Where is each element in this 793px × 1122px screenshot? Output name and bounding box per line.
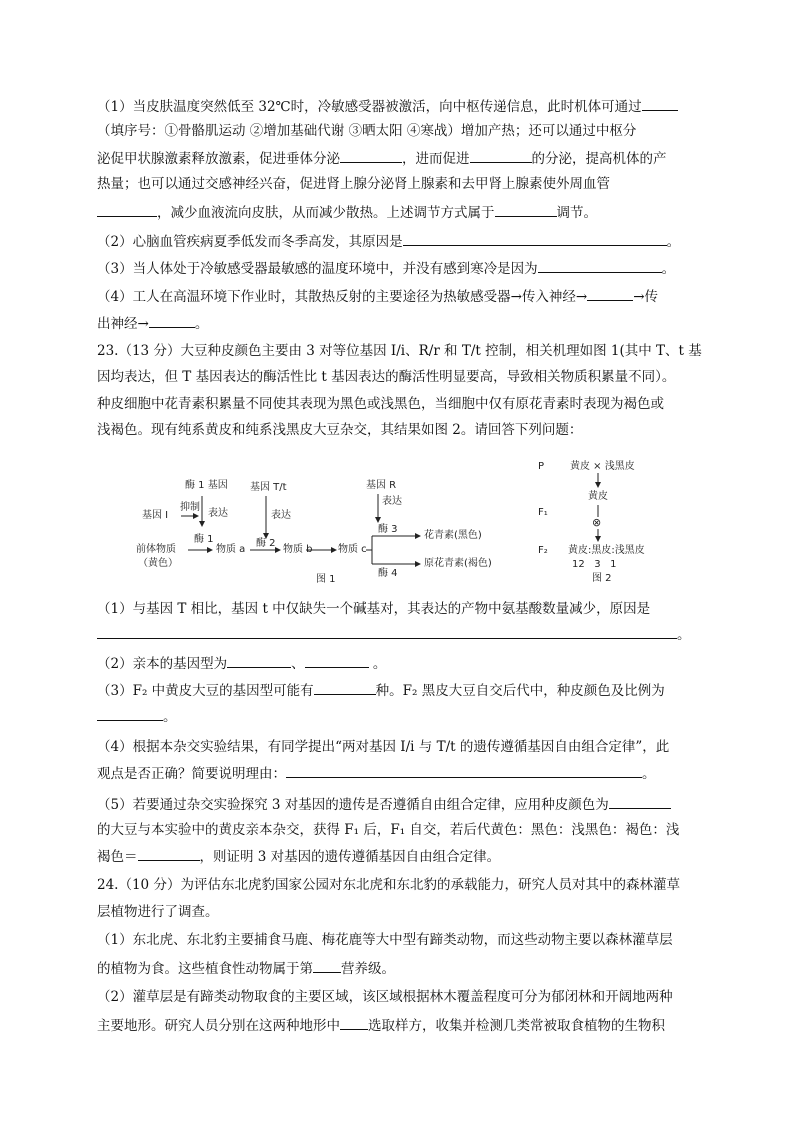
answer-blank[interactable] (587, 286, 633, 301)
q23-sub1-answer: 。 (97, 624, 691, 645)
label-substance-b: 物质 b (283, 544, 313, 555)
q24-sub2-line2: 主要地形。研究人员分别在这两种地形中 选取样方，收集并检测几类常被取食植物的生物积 (97, 1015, 665, 1036)
label-substance-c: 物质 c (338, 544, 367, 555)
label-express: 表达 (271, 510, 291, 521)
figure-1-caption: 图 1 (316, 574, 336, 585)
q23-sub3: （3）F₂ 中黄皮大豆的基因型可能有 种。F₂ 黑皮大豆自交后代中，种皮颜色及比例为 (97, 680, 665, 701)
answer-blank[interactable] (305, 653, 369, 668)
label-f1-generation: F₁ (538, 507, 548, 518)
answer-blank[interactable] (227, 653, 291, 668)
q24-sub1-line2: 的植物为食。这些植食性动物属于第 营养级。 (97, 958, 395, 979)
q22-part4-cont: 出神经→ 。 (97, 313, 208, 334)
q23-intro-line1: 23.（13 分）大豆种皮颜色主要由 3 对等位基因 I/i、R/r 和 T/t 控制，相关机理如图 1(其中 T、t 基 (97, 343, 702, 359)
q23-sub2: （2）亲本的基因型为 、 。 (97, 653, 386, 674)
q22-line1: （1）当皮肤温度突然低至 32℃时，冷敏感受器被激活，向中枢传递信息，此时机体可通过 (97, 96, 678, 117)
figure-1-pathway (136, 478, 520, 586)
label-gene-t: 基因 T/t (250, 482, 287, 493)
q22-part3: （3）当人体处于冷敏感受器最敏感的温度环境中，并没有感到寒冷是因为 。 (97, 258, 675, 279)
answer-blank[interactable] (97, 202, 157, 217)
answer-blank[interactable] (403, 231, 667, 246)
q24-intro-line2: 层植物进行了调查。 (97, 904, 219, 920)
label-enzyme3: 酶 3 (378, 524, 398, 535)
q23-sub5-line2: 的大豆与本实验中的黄皮亲本杂交，获得 F₁ 后，F₁ 自交，若后代黄色：黑色：浅黑色：褐色：浅 (97, 822, 680, 838)
q24-intro-line1: 24.（10 分）为评估东北虎豹国家公园对东北虎和东北豹的承载能力，研究人员对其中的森林灌草 (97, 877, 680, 893)
figure-2-caption: 图 2 (592, 573, 612, 584)
q23-sub1: （1）与基因 T 相比，基因 t 中仅缺失一个碱基对，其表达的产物中氨基酸数量减少，原因是 (97, 601, 651, 617)
q23-intro-line2: 因均表达，但 T 基因表达的酶活性比 t 基因表达的酶活性明显要高，导致相关物质积累量不同）。 (97, 369, 676, 385)
answer-blank[interactable] (97, 624, 677, 639)
label-f2-generation: F₂ (538, 545, 548, 556)
answer-blank[interactable] (286, 763, 642, 778)
answer-blank[interactable] (538, 258, 662, 273)
label-anthocyanin: 花青素(黑色) (424, 530, 482, 541)
answer-blank[interactable] (642, 96, 678, 111)
answer-blank[interactable] (313, 958, 341, 973)
q22-line5: ，减少血液流向皮肤，从而减少散热。上述调节方式属于 调节。 (97, 202, 597, 223)
q22-part4: （4）工人在高温环境下作业时，其散热反射的主要途径为热敏感受器→传入神经→ →传 (97, 286, 658, 307)
q23-intro-line3: 种皮细胞中花青素积累量不同使其表现为黑色或浅黑色，当细胞中仅有原花青素时表现为褐色或 (97, 396, 664, 412)
answer-blank[interactable] (149, 313, 195, 328)
q22-part2: （2）心脑血管疾病夏季低发而冬季高发，其原因是 。 (97, 231, 680, 252)
q22-line2: （填序号：①骨骼肌运动 ②增加基础代谢 ③晒太阳 ④寒战）增加产热；还可以通过中枢分 (97, 123, 637, 139)
label-proanthocyanin: 原花青素(褐色) (424, 558, 492, 569)
label-f1-phenotype: 黄皮 (588, 491, 608, 502)
q23-sub4-line1: （4）根据本杂交实验结果，有同学提出“两对基因 I/i 与 T/t 的遗传遵循基因自由组合定律”，此 (97, 739, 670, 755)
q23-sub4-line2: 观点是否正确？简要说明理由： 。 (97, 763, 656, 784)
label-parent-cross: 黄皮 × 浅黑皮 (570, 461, 635, 472)
label-enzyme4: 酶 4 (378, 568, 398, 579)
answer-blank[interactable] (314, 680, 376, 695)
label-enzyme1-gene: 酶 1 基因 (185, 480, 228, 491)
cross-arrows (536, 455, 726, 585)
label-substance-a: 物质 a (216, 544, 246, 555)
label-express: 表达 (382, 496, 402, 507)
label-enzyme2: 酶 2 (256, 538, 276, 549)
answer-blank[interactable] (340, 148, 402, 163)
label-inhibit: 抑制 (180, 502, 200, 513)
q23-sub3-cont: 。 (97, 706, 177, 727)
q24-sub2-line1: （2）灌草层是有蹄类动物取食的主要区域，该区域根据林木覆盖程度可分为郁闭林和开阔地两种 (97, 989, 673, 1005)
answer-blank[interactable] (340, 1015, 368, 1030)
label-precursor: 前体物质 (136, 544, 176, 555)
label-enzyme1: 酶 1 (194, 534, 214, 545)
answer-blank[interactable] (97, 706, 163, 721)
label-f2-phenotypes: 黄皮:黑皮:浅黑皮 (568, 545, 645, 556)
answer-blank[interactable] (609, 794, 671, 809)
q23-sub5-line1: （5）若要通过杂交实验探究 3 对基因的遗传是否遵循自由组合定律，应用种皮颜色为 (97, 794, 671, 815)
q22-line3: 泌促甲状腺激素释放激素，促进垂体分泌 ，进而促进 的分泌，提高机体的产 (97, 148, 667, 169)
q23-intro-line4: 浅褐色。现有纯系黄皮和纯系浅黑皮大豆杂交，其结果如图 2。请回答下列问题： (97, 422, 583, 438)
q22-line4: 热量；也可以通过交感神经兴奋，促进肾上腺分泌肾上腺素和去甲肾上腺素使外周血管 (97, 176, 610, 192)
label-p-generation: P (538, 461, 545, 472)
label-gene-r: 基因 R (366, 480, 397, 491)
label-gene-i: 基因 I (142, 510, 169, 521)
label-express: 表达 (208, 508, 228, 519)
q23-sub5-line3: 褐色＝ ，则证明 3 对基因的遗传遵循基因自由组合定律。 (97, 846, 500, 867)
label-precursor-color: （黄色） (138, 558, 178, 569)
q24-sub1-line1: （1）东北虎、东北豹主要捕食马鹿、梅花鹿等大中型有蹄类动物，而这些动物主要以森林灌草层 (97, 932, 673, 948)
label-f2-ratio: 12 3 1 (572, 559, 617, 570)
figure-2-cross (536, 455, 726, 585)
answer-blank[interactable] (495, 202, 557, 217)
selfing-symbol: ⊗ (592, 516, 602, 529)
answer-blank[interactable] (470, 148, 532, 163)
answer-blank[interactable] (138, 846, 200, 861)
